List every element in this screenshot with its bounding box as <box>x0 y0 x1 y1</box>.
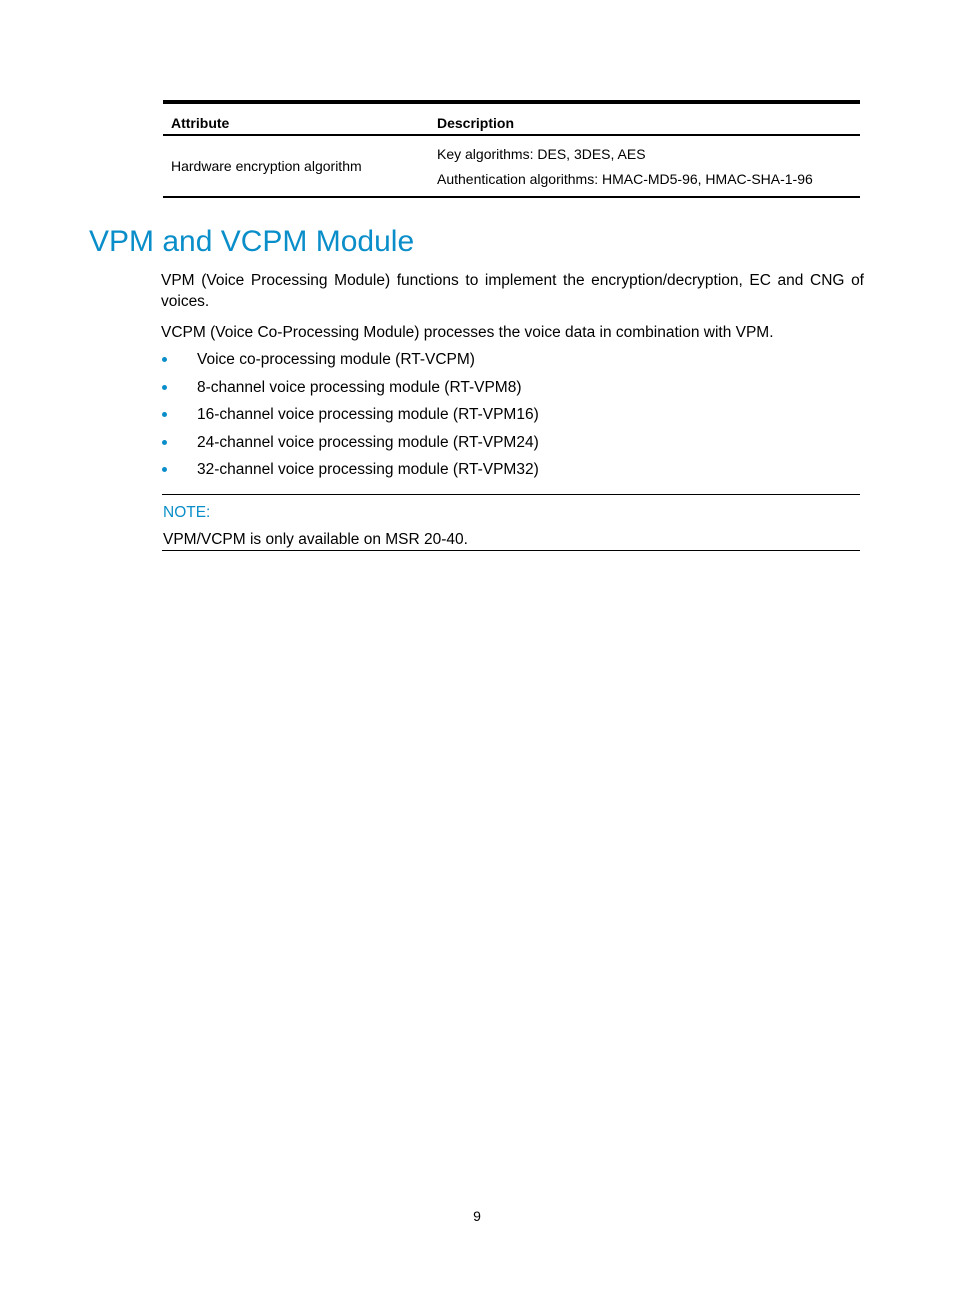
note-box <box>162 494 860 551</box>
table-row <box>163 135 860 197</box>
bullet-icon <box>162 467 167 472</box>
list-item <box>161 349 539 377</box>
list-item-text: 32-channel voice processing module (RT-VPM32) <box>197 461 539 478</box>
paragraph-vcpm: VCPM (Voice Co-Processing Module) processes the voice data in combination with VPM. <box>161 324 774 341</box>
description-line: Authentication algorithms: HMAC-MD5-96, HMAC-SHA-1-96 <box>437 171 813 187</box>
list-item-text: 8-channel voice processing module (RT-VPM8) <box>197 378 522 396</box>
list-item <box>161 377 539 405</box>
bullet-icon <box>162 440 167 445</box>
paragraph-vpm: VPM (Voice Processing Module) functions to implement the encryption/decryption, EC and CNG of voices. <box>161 272 864 310</box>
list-item-text: 24-channel voice processing module (RT-VPM24) <box>197 433 539 451</box>
table-header-attribute: Attribute <box>171 115 230 131</box>
list-item-text: Voice co-processing module (RT-VCPM) <box>197 351 475 368</box>
description-line: Key algorithms: DES, 3DES, AES <box>437 146 646 162</box>
attribute-table <box>163 100 860 198</box>
table-header-description: Description <box>437 115 515 131</box>
bullet-icon <box>162 357 167 362</box>
table-cell-description <box>429 135 860 197</box>
table-header-row <box>163 102 860 135</box>
note-label: NOTE: <box>163 504 211 521</box>
bullet-icon <box>162 385 167 390</box>
list-item <box>161 459 539 487</box>
table-cell-attribute: Hardware encryption algorithm <box>171 158 362 174</box>
bullet-icon <box>162 412 167 417</box>
section-title: VPM and VCPM Module <box>89 225 415 258</box>
list-item <box>161 404 539 432</box>
list-item-text: 16-channel voice processing module (RT-VPM16) <box>197 406 539 423</box>
page-number: 9 <box>473 1208 481 1224</box>
module-list <box>161 349 539 487</box>
list-item <box>161 432 539 460</box>
note-text: VPM/VCPM is only available on MSR 20-40. <box>163 531 468 548</box>
